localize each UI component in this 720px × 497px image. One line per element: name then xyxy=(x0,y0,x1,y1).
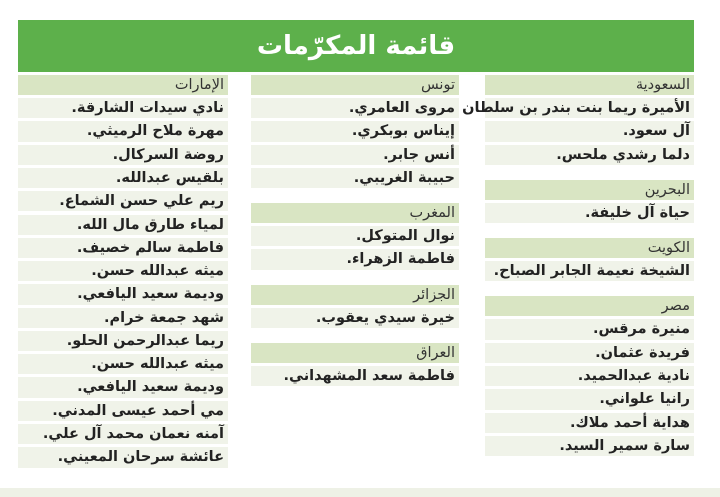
list-item: مي أحمد عيسى المدني. xyxy=(18,401,228,421)
section-gap xyxy=(251,328,459,343)
title-bar xyxy=(18,20,694,72)
section-gap xyxy=(485,165,694,180)
list-item: فاطمة سالم خصيف. xyxy=(18,238,228,258)
list-item: الشيخة نعيمة الجابر الصباح. xyxy=(485,261,694,281)
list-item: آل سعود. xyxy=(485,121,694,141)
section-header-kuwait: الكويت xyxy=(485,238,694,258)
section-gap xyxy=(251,188,459,203)
list-item: إيناس بوبكري. xyxy=(251,121,459,141)
list-item: وديمة سعيد اليافعي. xyxy=(18,284,228,304)
list-item: ميثه عبدالله حسن. xyxy=(18,261,228,281)
list-item: نوال المتوكل. xyxy=(251,226,459,246)
list-item: شهد جمعة خرام. xyxy=(18,308,228,328)
section-gap xyxy=(485,223,694,238)
list-item: ريم علي حسن الشماع. xyxy=(18,191,228,211)
section-header-morocco: المغرب xyxy=(251,203,459,223)
list-item: دلما رشدي ملحس. xyxy=(485,145,694,165)
section-gap xyxy=(485,281,694,296)
list-item: حياة آل خليفة. xyxy=(485,203,694,223)
column-uae xyxy=(18,75,228,468)
list-item: لمياء طارق مال الله. xyxy=(18,215,228,235)
list-item: أنس جابر. xyxy=(251,145,459,165)
list-item: فاطمة الزهراء. xyxy=(251,249,459,269)
list-item: الأميرة ريما بنت بندر بن سلطان xyxy=(485,98,694,118)
list-item: بلقيس عبدالله. xyxy=(18,168,228,188)
list-item: فريدة عثمان. xyxy=(485,343,694,363)
list-item: ميثه عبدالله حسن. xyxy=(18,354,228,374)
section-header-algeria: الجزائر xyxy=(251,285,459,305)
list-item: سارة سمير السيد. xyxy=(485,436,694,456)
section-header-egypt: مصر xyxy=(485,296,694,316)
list-item: نادي سيدات الشارقة. xyxy=(18,98,228,118)
section-header-saudi: السعودية xyxy=(485,75,694,95)
list-item: روضة السركال. xyxy=(18,145,228,165)
section-header-uae: الإمارات xyxy=(18,75,228,95)
list-item: منيرة مرقس. xyxy=(485,319,694,339)
list-item: مهرة ملاح الرميثي. xyxy=(18,121,228,141)
section-header-tunisia: تونس xyxy=(251,75,459,95)
list-item: ريما عبدالرحمن الحلو. xyxy=(18,331,228,351)
page-title: قائمة المكرّمات xyxy=(256,31,456,61)
column-middle xyxy=(251,75,459,386)
list-item: رانيا علواني. xyxy=(485,389,694,409)
list-item: وديمة سعيد اليافعي. xyxy=(18,377,228,397)
list-item: حبيبة الغريبي. xyxy=(251,168,459,188)
list-item: خيرة سيدي يعقوب. xyxy=(251,308,459,328)
list-item: نادية عبدالحميد. xyxy=(485,366,694,386)
list-item: فاطمة سعد المشهداني. xyxy=(251,366,459,386)
list-item: هداية أحمد ملاك. xyxy=(485,413,694,433)
list-item: مروى العامري. xyxy=(251,98,459,118)
bottom-strip xyxy=(0,488,720,497)
list-item: عائشة سرحان المعيني. xyxy=(18,447,228,467)
section-header-iraq: العراق xyxy=(251,343,459,363)
column-right xyxy=(462,75,694,456)
section-gap xyxy=(251,270,459,285)
section-header-bahrain: البحرين xyxy=(485,180,694,200)
list-item: آمنه نعمان محمد آل علي. xyxy=(18,424,228,444)
